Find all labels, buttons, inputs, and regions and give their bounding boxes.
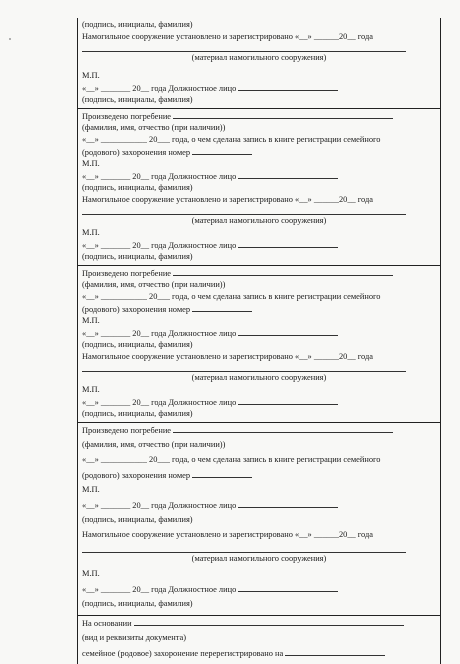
- blank-line: [82, 43, 406, 52]
- seal-label: М.П.: [82, 485, 100, 494]
- signature-caption: (подпись, инициалы, фамилия): [82, 95, 193, 104]
- burial-performed-line: Произведено погребение: [82, 267, 436, 279]
- blank-line: [82, 363, 406, 372]
- blank-line: [82, 206, 406, 215]
- seal-label: М.П.: [82, 569, 100, 578]
- fio-caption: (фамилия, имя, отчество (при наличии)): [82, 123, 226, 132]
- registration-form-table: [77, 18, 441, 664]
- signature-caption: (подпись, инициалы, фамилия): [82, 252, 193, 261]
- monument-installed-line: Намогильное сооружение установлено и зарегистрировано «__» ______20__ года: [82, 352, 373, 361]
- blank-line: [82, 544, 406, 553]
- official-date-line: «__» _______ 20__ года Должностное лицо: [82, 583, 436, 598]
- seal-label: М.П.: [82, 71, 100, 80]
- signature-caption: (подпись, инициалы, фамилия): [82, 515, 193, 524]
- monument-installed-line: Намогильное сооружение установлено и зарегистрировано «__» ______20__ года: [82, 530, 373, 539]
- family-burial-number-line: (родового) захоронения номер: [82, 146, 436, 158]
- official-date-line: «__» _______ 20__ года Должностное лицо: [82, 239, 436, 251]
- signature-caption: (подпись, инициалы, фамилия): [82, 409, 193, 418]
- monument-material-caption: (материал намогильного сооружения): [191, 373, 327, 382]
- document-caption: (вид и реквизиты документа): [82, 633, 186, 642]
- burial-performed-line: Произведено погребение: [82, 424, 436, 439]
- seal-label: М.П.: [82, 385, 100, 394]
- signature-caption: (подпись, инициалы, фамилия): [82, 599, 193, 608]
- family-burial-number-line: (родового) захоронения номер: [82, 303, 436, 315]
- monument-material-caption: (материал намогильного сооружения): [191, 216, 327, 225]
- form-section-4: [78, 423, 440, 616]
- signature-caption: (подпись, инициалы, фамилия): [82, 20, 193, 29]
- basis-line: На основании: [82, 617, 436, 632]
- seal-label: М.П.: [82, 316, 100, 325]
- reregistered-line: семейное (родовое) захоронение перерегистрировано на: [82, 647, 436, 662]
- monument-material-caption: (материал намогильного сооружения): [191, 53, 327, 62]
- burial-performed-line: Произведено погребение: [82, 110, 436, 122]
- official-date-line: «__» _______ 20__ года Должностное лицо: [82, 396, 436, 408]
- official-date-line: «__» _______ 20__ года Должностное лицо: [82, 170, 436, 182]
- fio-caption: (фамилия, имя, отчество (при наличии)): [82, 440, 226, 449]
- fio-caption: (фамилия, имя, отчество (при наличии)): [82, 280, 226, 289]
- official-date-line: «__» _______ 20__ года Должностное лицо: [82, 499, 436, 514]
- form-section-3: [78, 266, 440, 423]
- family-burial-number-line: (родового) захоронения номер: [82, 469, 436, 484]
- form-section-5: [78, 616, 440, 664]
- official-date-line: «__» _______ 20__ года Должностное лицо: [82, 82, 436, 94]
- seal-label: М.П.: [82, 159, 100, 168]
- signature-caption: (подпись, инициалы, фамилия): [82, 340, 193, 349]
- seal-label: М.П.: [82, 228, 100, 237]
- signature-caption: (подпись, инициалы, фамилия): [82, 183, 193, 192]
- register-entry-line: «__» ___________ 20___ года, о чем сделана запись в книге регистрации семейного: [82, 292, 381, 301]
- register-entry-line: «__» ___________ 20___ года, о чем сделана запись в книге регистрации семейного: [82, 135, 381, 144]
- form-section-1: [78, 18, 440, 109]
- official-date-line: «__» _______ 20__ года Должностное лицо: [82, 327, 436, 339]
- register-entry-line: «__» ___________ 20___ года, о чем сделана запись в книге регистрации семейного: [82, 455, 381, 464]
- scan-dot: [9, 38, 11, 40]
- monument-installed-line: Намогильное сооружение установлено и зарегистрировано «__» ______20__ года: [82, 195, 373, 204]
- monument-installed-line: Намогильное сооружение установлено и зарегистрировано «__» ______20__ года: [82, 32, 373, 41]
- monument-material-caption: (материал намогильного сооружения): [191, 554, 327, 563]
- form-section-2: [78, 109, 440, 266]
